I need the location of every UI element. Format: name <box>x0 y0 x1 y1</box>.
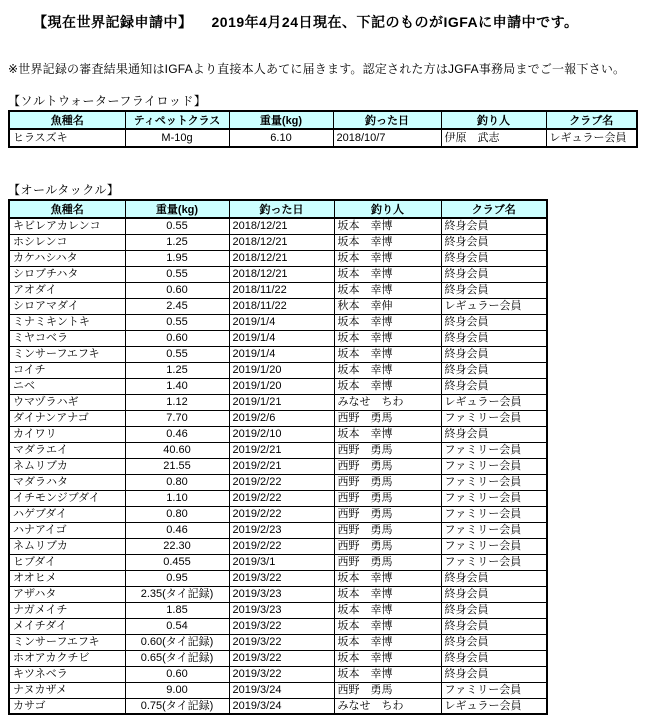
table-cell: 秋本 幸伸 <box>334 298 441 314</box>
column-header: 釣った日 <box>229 200 334 218</box>
table-cell: ミナミキントキ <box>9 314 125 330</box>
table-cell: 2.35(タイ記録) <box>125 586 229 602</box>
table-cell: 2019/1/4 <box>229 314 334 330</box>
table-cell: 2019/1/20 <box>229 362 334 378</box>
column-header: 重量(kg) <box>125 200 229 218</box>
table-cell: ホシレンコ <box>9 234 125 250</box>
table-cell: 西野 勇馬 <box>334 490 441 506</box>
table-cell: 西野 勇馬 <box>334 538 441 554</box>
table-row <box>9 682 547 698</box>
table-cell: みなせ ちわ <box>334 698 441 714</box>
table-cell: 西野 勇馬 <box>334 522 441 538</box>
table-cell: 0.55 <box>125 218 229 234</box>
table-cell: 0.60 <box>125 666 229 682</box>
table-cell: 0.455 <box>125 554 229 570</box>
table-cell: 坂本 幸博 <box>334 426 441 442</box>
column-header: 重量(kg) <box>229 111 333 129</box>
table-row <box>9 410 547 426</box>
table-cell: 終身会員 <box>441 346 547 362</box>
table-cell: 6.10 <box>229 129 333 147</box>
table-cell: 0.55 <box>125 346 229 362</box>
column-header: 釣り人 <box>334 200 441 218</box>
table-cell: 坂本 幸博 <box>334 586 441 602</box>
table-row <box>9 266 547 282</box>
table-cell: レギュラー会員 <box>441 298 547 314</box>
column-header: ティペットクラス <box>125 111 229 129</box>
table-cell: 西野 勇馬 <box>334 682 441 698</box>
table-row <box>9 314 547 330</box>
table-cell: 2019/2/22 <box>229 538 334 554</box>
table-cell: 2018/12/21 <box>229 218 334 234</box>
table-cell: 坂本 幸博 <box>334 634 441 650</box>
table-cell: ファミリー会員 <box>441 410 547 426</box>
table-cell: 1.10 <box>125 490 229 506</box>
table-cell: 2019/3/1 <box>229 554 334 570</box>
table-cell: ファミリー会員 <box>441 442 547 458</box>
table-cell: 坂本 幸博 <box>334 618 441 634</box>
table-row <box>9 218 547 234</box>
table-cell: 坂本 幸博 <box>334 570 441 586</box>
table-cell: 坂本 幸博 <box>334 250 441 266</box>
table-cell: 西野 勇馬 <box>334 442 441 458</box>
table-cell: 坂本 幸博 <box>334 362 441 378</box>
table-cell: 終身会員 <box>441 314 547 330</box>
table-cell: ミンサーフエフキ <box>9 346 125 362</box>
table-cell: 2019/2/23 <box>229 522 334 538</box>
table-cell: 0.80 <box>125 506 229 522</box>
table-cell: 0.55 <box>125 314 229 330</box>
column-header: クラブ名 <box>441 200 547 218</box>
table-cell: 2019/3/22 <box>229 634 334 650</box>
table-cell: 坂本 幸博 <box>334 234 441 250</box>
table-cell: 1.40 <box>125 378 229 394</box>
table-cell: 終身会員 <box>441 586 547 602</box>
table-cell: アオダイ <box>9 282 125 298</box>
table-cell: 0.80 <box>125 474 229 490</box>
table-cell: カサゴ <box>9 698 125 714</box>
table-cell: 坂本 幸博 <box>334 666 441 682</box>
table-row <box>9 538 547 554</box>
header-row <box>9 200 547 218</box>
section-label-saltwater-fly-rod: 【ソルトウォーターフライロッド】 <box>8 94 207 108</box>
table-row <box>9 330 547 346</box>
table-row <box>9 666 547 682</box>
table-cell: イチモンジブダイ <box>9 490 125 506</box>
table-row <box>9 634 547 650</box>
table-cell: アザハタ <box>9 586 125 602</box>
table-cell: 2018/12/21 <box>229 250 334 266</box>
table-cell: 終身会員 <box>441 634 547 650</box>
table-cell: 40.60 <box>125 442 229 458</box>
table-cell: 終身会員 <box>441 234 547 250</box>
table-cell: 西野 勇馬 <box>334 410 441 426</box>
table-row <box>9 618 547 634</box>
table-cell: 2018/11/22 <box>229 298 334 314</box>
table-cell: 0.60 <box>125 282 229 298</box>
table-row <box>9 346 547 362</box>
page-title-line <box>0 0 650 32</box>
table-cell: 2019/1/21 <box>229 394 334 410</box>
table-cell: 坂本 幸博 <box>334 330 441 346</box>
table-row <box>9 522 547 538</box>
table-cell: シロブチハタ <box>9 266 125 282</box>
table-cell: 0.65(タイ記録) <box>125 650 229 666</box>
table-cell: 西野 勇馬 <box>334 506 441 522</box>
table-cell: 坂本 幸博 <box>334 266 441 282</box>
table-cell: 終身会員 <box>441 666 547 682</box>
table-cell: 終身会員 <box>441 570 547 586</box>
table-cell: 2019/2/21 <box>229 442 334 458</box>
table-row <box>9 362 547 378</box>
table-cell: マダラエイ <box>9 442 125 458</box>
table-cell: ホオアカクチビ <box>9 650 125 666</box>
table-row <box>9 506 547 522</box>
column-header: 魚種名 <box>9 111 125 129</box>
table-row <box>9 298 547 314</box>
table-cell: 21.55 <box>125 458 229 474</box>
table-cell: コイチ <box>9 362 125 378</box>
table-cell: ナガメイチ <box>9 602 125 618</box>
table-row <box>9 282 547 298</box>
table-cell: ナヌカザメ <box>9 682 125 698</box>
table-cell: ハゲブダイ <box>9 506 125 522</box>
table-cell: 坂本 幸博 <box>334 650 441 666</box>
table-cell: 終身会員 <box>441 362 547 378</box>
table-row <box>9 490 547 506</box>
table-cell: ニベ <box>9 378 125 394</box>
table-cell: 2019/3/22 <box>229 666 334 682</box>
table-cell: 2019/3/22 <box>229 570 334 586</box>
table-row <box>9 442 547 458</box>
table-cell: メイチダイ <box>9 618 125 634</box>
table-cell: 0.75(タイ記録) <box>125 698 229 714</box>
table-cell: ハナアイゴ <box>9 522 125 538</box>
table-cell: 2019/3/24 <box>229 682 334 698</box>
table-cell: ネムリブカ <box>9 538 125 554</box>
column-header: クラブ名 <box>546 111 637 129</box>
table-cell: 2019/3/22 <box>229 650 334 666</box>
table-cell: 22.30 <box>125 538 229 554</box>
table-cell: ウマヅラハギ <box>9 394 125 410</box>
table-cell: シロアマダイ <box>9 298 125 314</box>
table-cell: ヒブダイ <box>9 554 125 570</box>
table-cell: 終身会員 <box>441 282 547 298</box>
table-cell: 2018/11/22 <box>229 282 334 298</box>
table-cell: 2019/2/22 <box>229 490 334 506</box>
table-cell: 0.95 <box>125 570 229 586</box>
table-cell: ファミリー会員 <box>441 538 547 554</box>
table-cell: 2019/2/22 <box>229 474 334 490</box>
all-tackle-table <box>8 199 548 715</box>
table-row <box>9 602 547 618</box>
table-row <box>9 458 547 474</box>
table-cell: ファミリー会員 <box>441 490 547 506</box>
table-cell: カイワリ <box>9 426 125 442</box>
table-row <box>9 650 547 666</box>
table-cell: 終身会員 <box>441 330 547 346</box>
table-cell: ファミリー会員 <box>441 682 547 698</box>
table-cell: ダイナンアナゴ <box>9 410 125 426</box>
page-title: 【現在世界記録申請中】 <box>33 14 193 30</box>
table-row <box>9 554 547 570</box>
page-title-note: 2019年4月24日現在、下記のものがIGFAに申請中です。 <box>211 14 579 30</box>
table-cell: 終身会員 <box>441 250 547 266</box>
table-cell: キビレアカレンコ <box>9 218 125 234</box>
table-row <box>9 234 547 250</box>
table-cell: 西野 勇馬 <box>334 474 441 490</box>
table-cell: 0.60 <box>125 330 229 346</box>
table-cell: 2019/2/10 <box>229 426 334 442</box>
table-cell: レギュラー会員 <box>441 394 547 410</box>
table-cell: オオヒメ <box>9 570 125 586</box>
table-cell: 1.85 <box>125 602 229 618</box>
table-cell: 坂本 幸博 <box>334 602 441 618</box>
table-cell: 2.45 <box>125 298 229 314</box>
column-header: 釣り人 <box>441 111 546 129</box>
table-cell: 1.25 <box>125 234 229 250</box>
table-cell: 2019/2/21 <box>229 458 334 474</box>
table-cell: 西野 勇馬 <box>334 458 441 474</box>
table-cell: 7.70 <box>125 410 229 426</box>
table-cell: 0.60(タイ記録) <box>125 634 229 650</box>
header-row <box>9 111 637 129</box>
table-cell: ファミリー会員 <box>441 458 547 474</box>
table-cell: 終身会員 <box>441 426 547 442</box>
table-cell: 坂本 幸博 <box>334 346 441 362</box>
table-cell: レギュラー会員 <box>441 698 547 714</box>
table-cell: 終身会員 <box>441 602 547 618</box>
table-cell: 2019/3/23 <box>229 586 334 602</box>
table-cell: マダラハタ <box>9 474 125 490</box>
table-cell: 2019/3/24 <box>229 698 334 714</box>
table-cell: 終身会員 <box>441 618 547 634</box>
table-row <box>9 394 547 410</box>
table-cell: 0.46 <box>125 426 229 442</box>
table-cell: ヒラスズキ <box>9 129 125 147</box>
table-cell: 9.00 <box>125 682 229 698</box>
table-cell: 伊原 武志 <box>441 129 546 147</box>
table-cell: 2018/10/7 <box>333 129 441 147</box>
table-cell: 2019/2/22 <box>229 506 334 522</box>
table-row <box>9 378 547 394</box>
table-row <box>9 250 547 266</box>
column-header: 釣った日 <box>333 111 441 129</box>
table-cell: 終身会員 <box>441 218 547 234</box>
notice-text: ※世界記録の審査結果通知はIGFAより直接本人あてに届きます。認定された方はJGFA事務局までご一報下さい。 <box>8 62 626 76</box>
saltwater-fly-rod-table <box>8 110 638 148</box>
table-cell: 2019/3/22 <box>229 618 334 634</box>
table-cell: ファミリー会員 <box>441 522 547 538</box>
column-header: 魚種名 <box>9 200 125 218</box>
table-cell: ミヤコベラ <box>9 330 125 346</box>
table-cell: 坂本 幸博 <box>334 378 441 394</box>
table-cell: 終身会員 <box>441 266 547 282</box>
table-cell: みなせ ちわ <box>334 394 441 410</box>
table-cell: 2018/12/21 <box>229 266 334 282</box>
table-cell: キツネベラ <box>9 666 125 682</box>
table-cell: 西野 勇馬 <box>334 554 441 570</box>
table-cell: ファミリー会員 <box>441 554 547 570</box>
table-cell: 0.46 <box>125 522 229 538</box>
table-row <box>9 698 547 714</box>
table-cell: 2018/12/21 <box>229 234 334 250</box>
table-cell: 2019/1/20 <box>229 378 334 394</box>
table-cell: 2019/3/23 <box>229 602 334 618</box>
table-cell: 1.25 <box>125 362 229 378</box>
table-cell: ファミリー会員 <box>441 506 547 522</box>
table-cell: 坂本 幸博 <box>334 314 441 330</box>
table-cell: ファミリー会員 <box>441 474 547 490</box>
table-cell: 2019/1/4 <box>229 330 334 346</box>
table-row <box>9 129 637 147</box>
table-row <box>9 570 547 586</box>
table-cell: 2019/1/4 <box>229 346 334 362</box>
table-row <box>9 474 547 490</box>
table-cell: カケハシハタ <box>9 250 125 266</box>
table-cell: 1.95 <box>125 250 229 266</box>
table-row <box>9 426 547 442</box>
table-cell: ミンサーフエフキ <box>9 634 125 650</box>
table-cell: ネムリブカ <box>9 458 125 474</box>
section-label-all-tackle: 【オールタックル】 <box>8 183 120 197</box>
table-cell: 坂本 幸博 <box>334 218 441 234</box>
table-cell: 終身会員 <box>441 650 547 666</box>
table-cell: M-10g <box>125 129 229 147</box>
table-cell: 1.12 <box>125 394 229 410</box>
table-cell: 終身会員 <box>441 378 547 394</box>
table-cell: 坂本 幸博 <box>334 282 441 298</box>
table-cell: 0.55 <box>125 266 229 282</box>
table-cell: レギュラー会員 <box>546 129 637 147</box>
table-cell: 2019/2/6 <box>229 410 334 426</box>
table-cell: 0.54 <box>125 618 229 634</box>
table-row <box>9 586 547 602</box>
